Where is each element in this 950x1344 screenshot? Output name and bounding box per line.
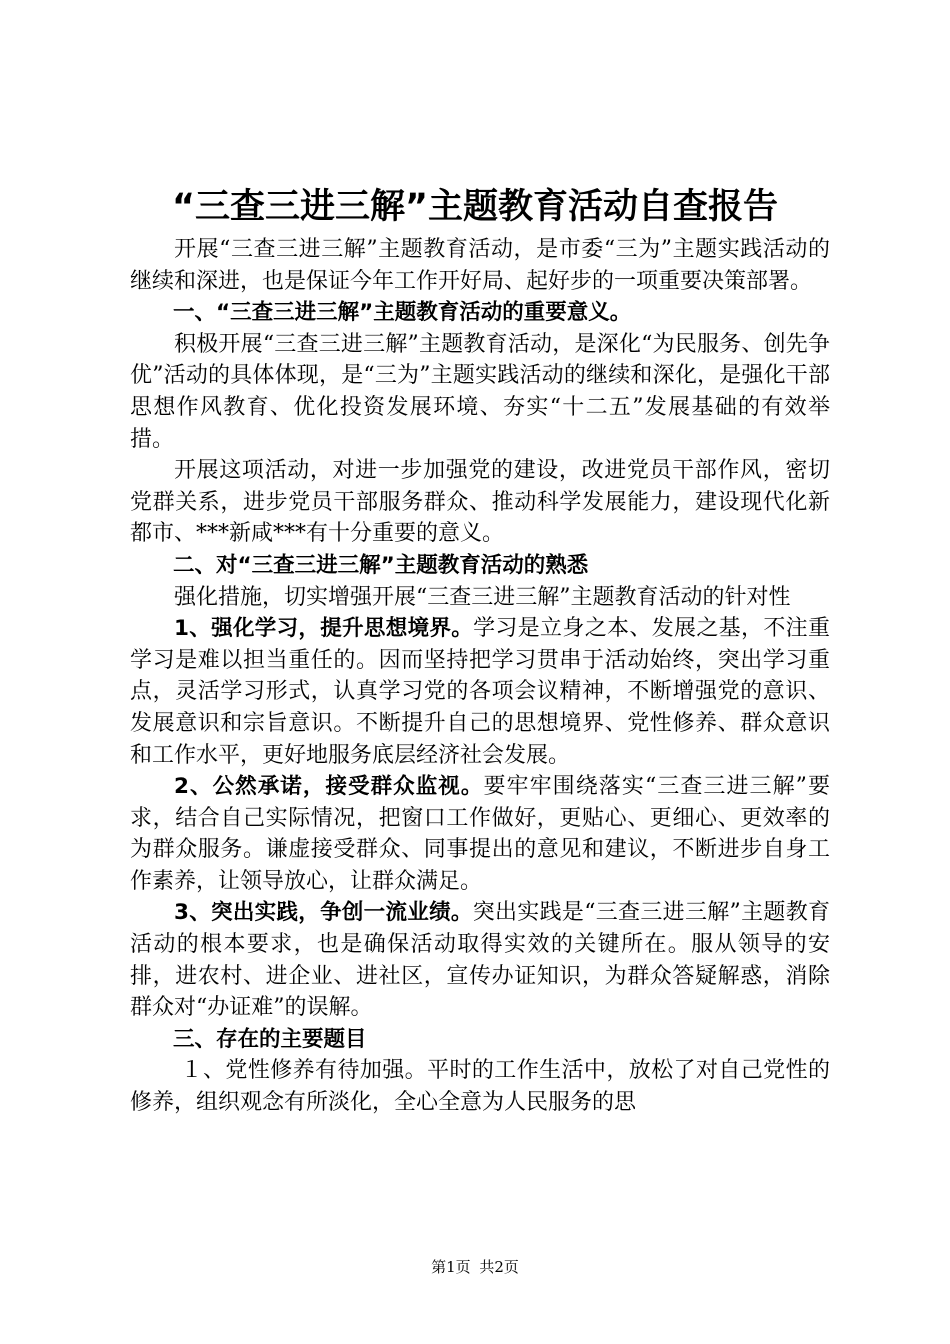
paragraph: １、党性修养有待加强。平时的工作生活中，放松了对自己党性的修养，组织观念有所淡化，全心全意为人民服务的思 (130, 1058, 830, 1116)
paragraph (130, 897, 830, 1023)
paragraph-text: 学习是立身之本、发展之基，不注重学习是难以担当重任的。因而坚持把学习贯串于活动始终，突出学习重点，灵活学习形式，认真学习党的各项会议精神，不断增强党的意识、发展意识和宗旨意识。不断提升自己的思想境界、党性修养、群众意识和工作水平，更好地服务底层经济社会发展。 (130, 616, 830, 768)
page-number: 第1页 (431, 1258, 471, 1276)
paragraph (130, 613, 830, 771)
section-heading: 三、存在的主要题目 (173, 1026, 367, 1052)
paragraph: 开展这项活动，对进一步加强党的建设，改进党员干部作风，密切党群关系，进步党员干部服务群众、推动科学发展能力，建设现代化新都市、***新咸***有十分重要的意义。 (130, 458, 830, 547)
paragraph (130, 771, 830, 897)
page-total: 共2页 (479, 1258, 519, 1276)
paragraph: 强化措施，切实增强开展“三查三进三解”主题教育活动的针对性 (174, 584, 791, 610)
paragraph-text: 突出实践是“三查三进三解”主题教育活动的根本要求，也是确保活动取得实效的关键所在。服从领导的安排，进农村、进企业、进社区，宣传办证知识，为群众答疑解惑，消除群众对“办证难”的误解。 (130, 900, 830, 1021)
paragraph-text: 要牢牢围绕落实“三查三进三解”要求，结合自己实际情况，把窗口工作做好，更贴心、更细心、更效率的为群众服务。谦虚接受群众、同事提出的意见和建议，不断进步自身工作素养，让领导放心，让群众满足。 (130, 774, 830, 894)
paragraph: 开展“三查三进三解”主题教育活动，是市委“三为”主题实践活动的继续和深进，也是保证今年工作开好局、起好步的一项重要决策部署。 (130, 237, 830, 294)
paragraph-lead: 1、强化学习，提升思想境界。 (174, 616, 474, 642)
paragraph-lead: 3、突出实践，争创一流业绩。 (174, 900, 473, 926)
section-heading: 二、对“三查三进三解”主题教育活动的熟悉 (173, 552, 589, 578)
document-title: “三查三进三解”主题教育活动自查报告 (171, 187, 778, 227)
paragraph-lead: 2、公然承诺，接受群众监视。 (174, 774, 484, 800)
paragraph: 积极开展“三查三进三解”主题教育活动，是深化“为民服务、创先争优”活动的具体体现，是“三为”主题实践活动的继续和深化，是强化干部思想作风教育、优化投资发展环境、夯实“十二五”发展基础的有效举措。 (130, 331, 830, 452)
document-body (130, 234, 830, 1119)
section-heading: 一、“三查三进三解”主题教育活动的重要意义。 (173, 300, 632, 326)
page-footer (0, 1257, 950, 1277)
